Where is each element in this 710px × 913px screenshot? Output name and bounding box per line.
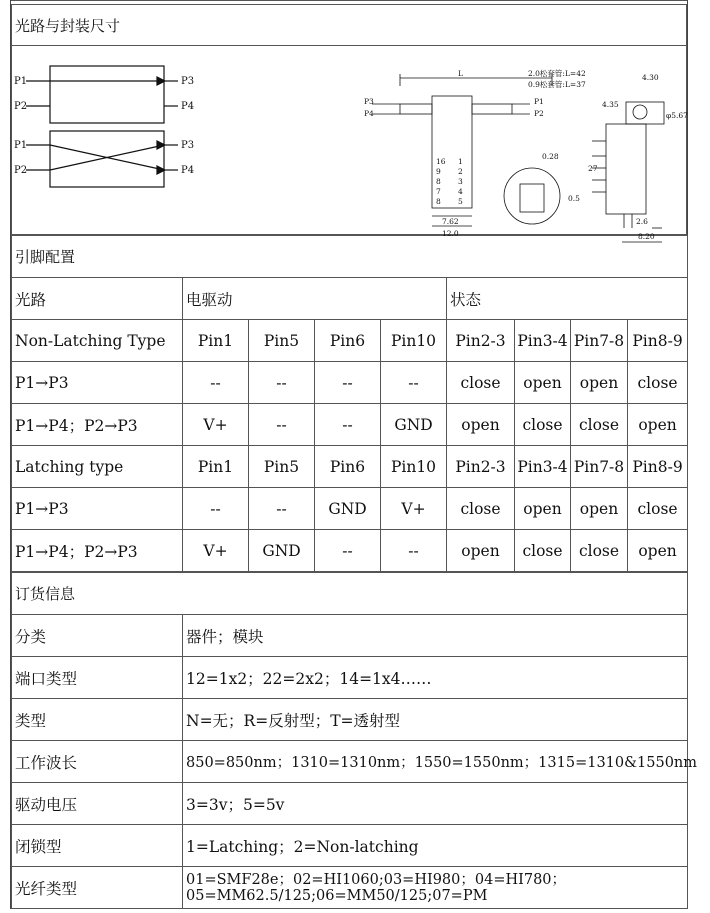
pin-cell: -- <box>183 362 249 404</box>
pin-cell: close <box>571 530 628 572</box>
order-label: 闭锁型 <box>12 825 183 867</box>
tube-label-1: 2.0松套管:L=42 <box>528 69 586 78</box>
drawing-labels <box>364 68 688 241</box>
dim-430: 4.30 <box>642 73 659 82</box>
pin-right-1: 2 <box>458 167 463 176</box>
order-table <box>11 572 698 909</box>
pin-table-row <box>12 530 688 572</box>
pin-cell: -- <box>381 362 447 404</box>
pin-cell: Pin3-4 <box>515 446 571 488</box>
label-p3b: P3 <box>181 140 195 151</box>
section-title-optical: 光路与封装尺寸 <box>12 5 687 46</box>
pin-cell: Pin6 <box>315 320 381 362</box>
header-table <box>11 4 687 46</box>
label-p4: P4 <box>181 101 195 112</box>
pin-table-row <box>12 320 688 362</box>
order-row <box>12 783 688 825</box>
pin-cell: Pin1 <box>183 320 249 362</box>
pin-cell: open <box>515 488 571 530</box>
pin-cell: open <box>628 404 688 446</box>
pin-cell: Pin6 <box>315 446 381 488</box>
pin-cell: V+ <box>183 404 249 446</box>
pin-cell: Pin5 <box>249 446 315 488</box>
pin-table-body <box>12 320 688 572</box>
pin-row-label: P1→P3 <box>12 362 183 404</box>
pin-cell: open <box>571 362 628 404</box>
label-p3: P3 <box>181 76 195 87</box>
diagram-svg <box>12 46 688 241</box>
pin-cell: close <box>515 530 571 572</box>
header-path: 光路 <box>12 278 183 320</box>
pin-cell: -- <box>183 488 249 530</box>
pin-right-0: 1 <box>458 157 463 166</box>
pin-cell: GND <box>249 530 315 572</box>
dim-26: 2.6 <box>636 217 648 226</box>
pin-cell: V+ <box>381 488 447 530</box>
pin-row-label: Latching type <box>12 446 183 488</box>
optical-diagram <box>11 46 688 241</box>
pin-cell: -- <box>315 404 381 446</box>
order-label: 光纤类型 <box>12 867 183 909</box>
order-label: 端口类型 <box>12 657 183 699</box>
order-label: 驱动电压 <box>12 783 183 825</box>
pin-row-label: P1→P4；P2→P3 <box>12 404 183 446</box>
pin-left-0: 16 <box>436 157 446 166</box>
pin-cell: Pin5 <box>249 320 315 362</box>
order-value: 器件；模块 <box>183 615 688 657</box>
drawing-p2: P2 <box>534 109 544 118</box>
pin-left-4: 8 <box>436 197 441 206</box>
pin-cell: GND <box>315 488 381 530</box>
label-p2b: P2 <box>14 165 28 176</box>
pin-cell: close <box>515 404 571 446</box>
pin-cell: -- <box>381 530 447 572</box>
drawing-p4: P4 <box>364 109 374 118</box>
dim-27: 27 <box>588 164 598 173</box>
package-drawing <box>372 74 664 242</box>
bar-switch-diagram <box>26 66 178 187</box>
pin-table-row <box>12 488 688 530</box>
dim-762: 7.62 <box>442 217 459 226</box>
pin-cell: open <box>628 530 688 572</box>
pin-cell: Pin10 <box>381 446 447 488</box>
pin-cell: close <box>628 488 688 530</box>
pin-cell: close <box>447 362 515 404</box>
dim-120: 12.0 <box>442 229 459 238</box>
pin-cell: -- <box>249 362 315 404</box>
pin-row-label: P1→P4；P2→P3 <box>12 530 183 572</box>
dim-820: 8.20 <box>638 232 655 241</box>
order-value: 850=850nm；1310=1310nm；1550=1550nm；1315=1310&1550nm <box>183 741 688 783</box>
label-p2: P2 <box>14 101 28 112</box>
dim-l: L <box>458 69 463 78</box>
dim-567: φ5.67 <box>666 111 688 120</box>
pin-cell: open <box>447 530 515 572</box>
order-row <box>12 741 688 783</box>
pin-cell: GND <box>381 404 447 446</box>
order-row <box>12 657 688 699</box>
pin-table-row <box>12 446 688 488</box>
pin-right-4: 5 <box>458 197 463 206</box>
order-label: 工作波长 <box>12 741 183 783</box>
drawing-p3: P3 <box>364 97 374 106</box>
pin-row-label: Non-Latching Type <box>12 320 183 362</box>
pin-table <box>11 235 688 572</box>
order-value: 3=3v；5=5v <box>183 783 688 825</box>
switch-port-labels <box>14 76 194 176</box>
pin-cell: -- <box>315 530 381 572</box>
order-value: 12=1x2；22=2x2；14=1x4…… <box>183 657 688 699</box>
order-row <box>12 825 688 867</box>
order-label: 类型 <box>12 699 183 741</box>
pin-cell: Pin8-9 <box>628 320 688 362</box>
pin-cell: close <box>628 362 688 404</box>
pin-cell: Pin8-9 <box>628 446 688 488</box>
pin-cell: Pin3-4 <box>515 320 571 362</box>
header-drive: 电驱动 <box>183 278 447 320</box>
pin-cell: close <box>571 404 628 446</box>
pin-right-3: 4 <box>458 187 463 196</box>
label-p4b: P4 <box>181 165 195 176</box>
section-title-order: 订货信息 <box>12 573 688 615</box>
pin-cell: -- <box>315 362 381 404</box>
document <box>10 0 698 909</box>
pin-cell: Pin7-8 <box>571 446 628 488</box>
pin-left-1: 9 <box>436 167 441 176</box>
pin-cell: Pin7-8 <box>571 320 628 362</box>
label-p1: P1 <box>14 76 28 87</box>
pin-table-row <box>12 362 688 404</box>
pin-cell: -- <box>249 488 315 530</box>
order-row <box>12 867 688 909</box>
header-state: 状态 <box>447 278 688 320</box>
pin-row-label: P1→P3 <box>12 488 183 530</box>
pin-table-row <box>12 404 688 446</box>
pin-cell: -- <box>249 404 315 446</box>
pin-right-2: 3 <box>458 177 463 186</box>
pin-cell: open <box>571 488 628 530</box>
pin-cell: Pin2-3 <box>447 446 515 488</box>
order-row <box>12 699 688 741</box>
pin-cell: Pin1 <box>183 446 249 488</box>
order-label: 分类 <box>12 615 183 657</box>
order-value: 01=SMF28e；02=HI1060;03=HI980；04=HI780；05=MM62.5/125;06=MM50/125;07=PM <box>183 867 688 909</box>
drawing-p1: P1 <box>534 97 544 106</box>
pin-left-3: 7 <box>436 187 441 196</box>
dim-05: 0.5 <box>568 194 580 203</box>
dim-435: 4.35 <box>602 100 619 109</box>
section-title-pins: 引脚配置 <box>12 236 688 278</box>
pin-cell: close <box>447 488 515 530</box>
order-table-body <box>12 615 698 909</box>
pin-cell: Pin10 <box>381 320 447 362</box>
tube-label-2: 0.9松套管:L=37 <box>528 80 586 89</box>
order-value: N=无；R=反射型；T=透射型 <box>183 699 688 741</box>
pin-cell: Pin2-3 <box>447 320 515 362</box>
order-value: 1=Latching；2=Non-latching <box>183 825 688 867</box>
dim-028: 0.28 <box>542 152 559 161</box>
pin-cell: V+ <box>183 530 249 572</box>
pin-cell: open <box>515 362 571 404</box>
pin-left-2: 8 <box>436 177 441 186</box>
label-p1b: P1 <box>14 140 28 151</box>
order-row <box>12 615 688 657</box>
pin-cell: open <box>447 404 515 446</box>
